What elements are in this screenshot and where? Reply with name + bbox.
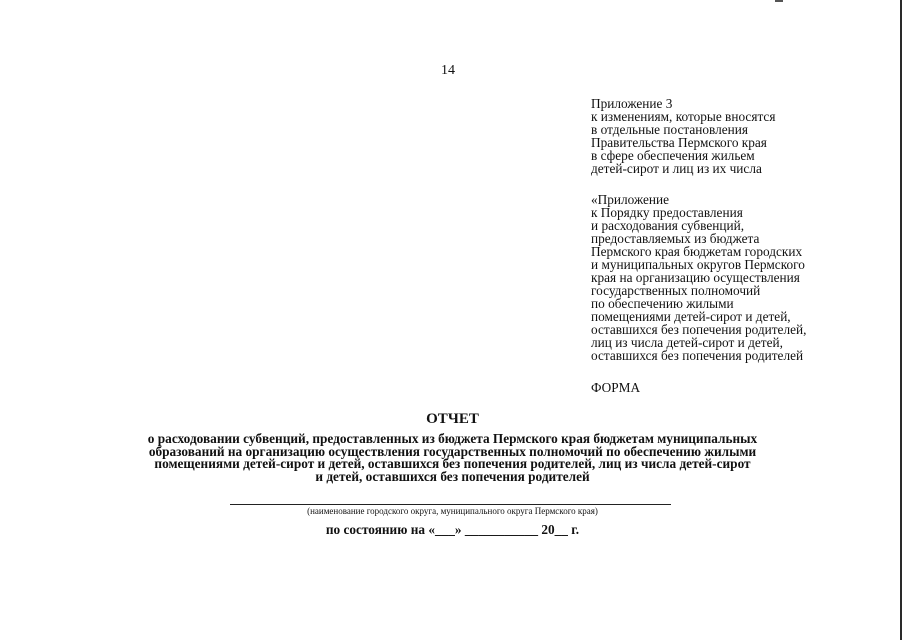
form-label: ФОРМА bbox=[591, 380, 641, 395]
appendix-3-line: в сфере обеспечения жильем bbox=[591, 148, 755, 163]
appendix-line: помещениями детей-сирот и детей, bbox=[591, 309, 791, 324]
page-edge-line bbox=[900, 0, 902, 640]
appendix-3-line: Правительства Пермского края bbox=[591, 135, 767, 150]
appendix-line: и расходования субвенций, bbox=[591, 218, 745, 233]
scan-mark bbox=[775, 0, 783, 2]
appendix-line: и муниципальных округов Пермского bbox=[591, 257, 805, 272]
report-title: ОТЧЕТ bbox=[426, 411, 479, 427]
appendix-line: лиц из числа детей-сирот и детей, bbox=[591, 335, 783, 350]
appendix-3-line: к изменениям, которые вносятся bbox=[591, 109, 776, 124]
appendix-line: предоставляемых из бюджета bbox=[591, 231, 760, 246]
page-number: 14 bbox=[441, 63, 455, 78]
appendix-line: оставшихся без попечения родителей, bbox=[591, 322, 807, 337]
report-date-line: по состоянию на «___» ___________ 20__ г. bbox=[325, 522, 580, 537]
appendix-line: Пермского края бюджетам городских bbox=[591, 244, 803, 259]
appendix-line: к Порядку предоставления bbox=[591, 205, 743, 220]
appendix-line: по обеспечению жилыми bbox=[591, 296, 734, 311]
municipality-name-line bbox=[230, 504, 671, 505]
appendix-3-line: детей-сирот и лиц из их числа bbox=[591, 161, 762, 176]
appendix-3-line: Приложение 3 bbox=[591, 96, 673, 111]
appendix-header bbox=[591, 193, 806, 362]
appendix-line: «Приложение bbox=[591, 192, 670, 207]
appendix-3-line: в отдельные постановления bbox=[591, 122, 748, 137]
appendix-line: края на организацию осуществления bbox=[591, 270, 800, 285]
municipality-name-caption: (наименование городского округа, муниципального округа Пермского края) bbox=[307, 506, 598, 516]
report-subtitle-line: образований на организацию осуществления государственных полномочий по обеспечению жилыми bbox=[148, 443, 757, 459]
appendix-3-header bbox=[591, 97, 775, 175]
report-subtitle-line: и детей, оставшихся без попечения родителей bbox=[315, 468, 590, 484]
appendix-line: государственных полномочий bbox=[591, 283, 761, 298]
report-subtitle-line: помещениями детей-сирот и детей, оставшихся без попечения родителей, лиц из числа детей-сирот bbox=[154, 456, 751, 471]
report-subtitle-line: о расходовании субвенций, предоставленных из бюджета Пермского края бюджетам муниципальных bbox=[147, 431, 758, 446]
report-subtitle bbox=[0, 433, 905, 483]
appendix-line: оставшихся без попечения родителей bbox=[591, 348, 804, 363]
